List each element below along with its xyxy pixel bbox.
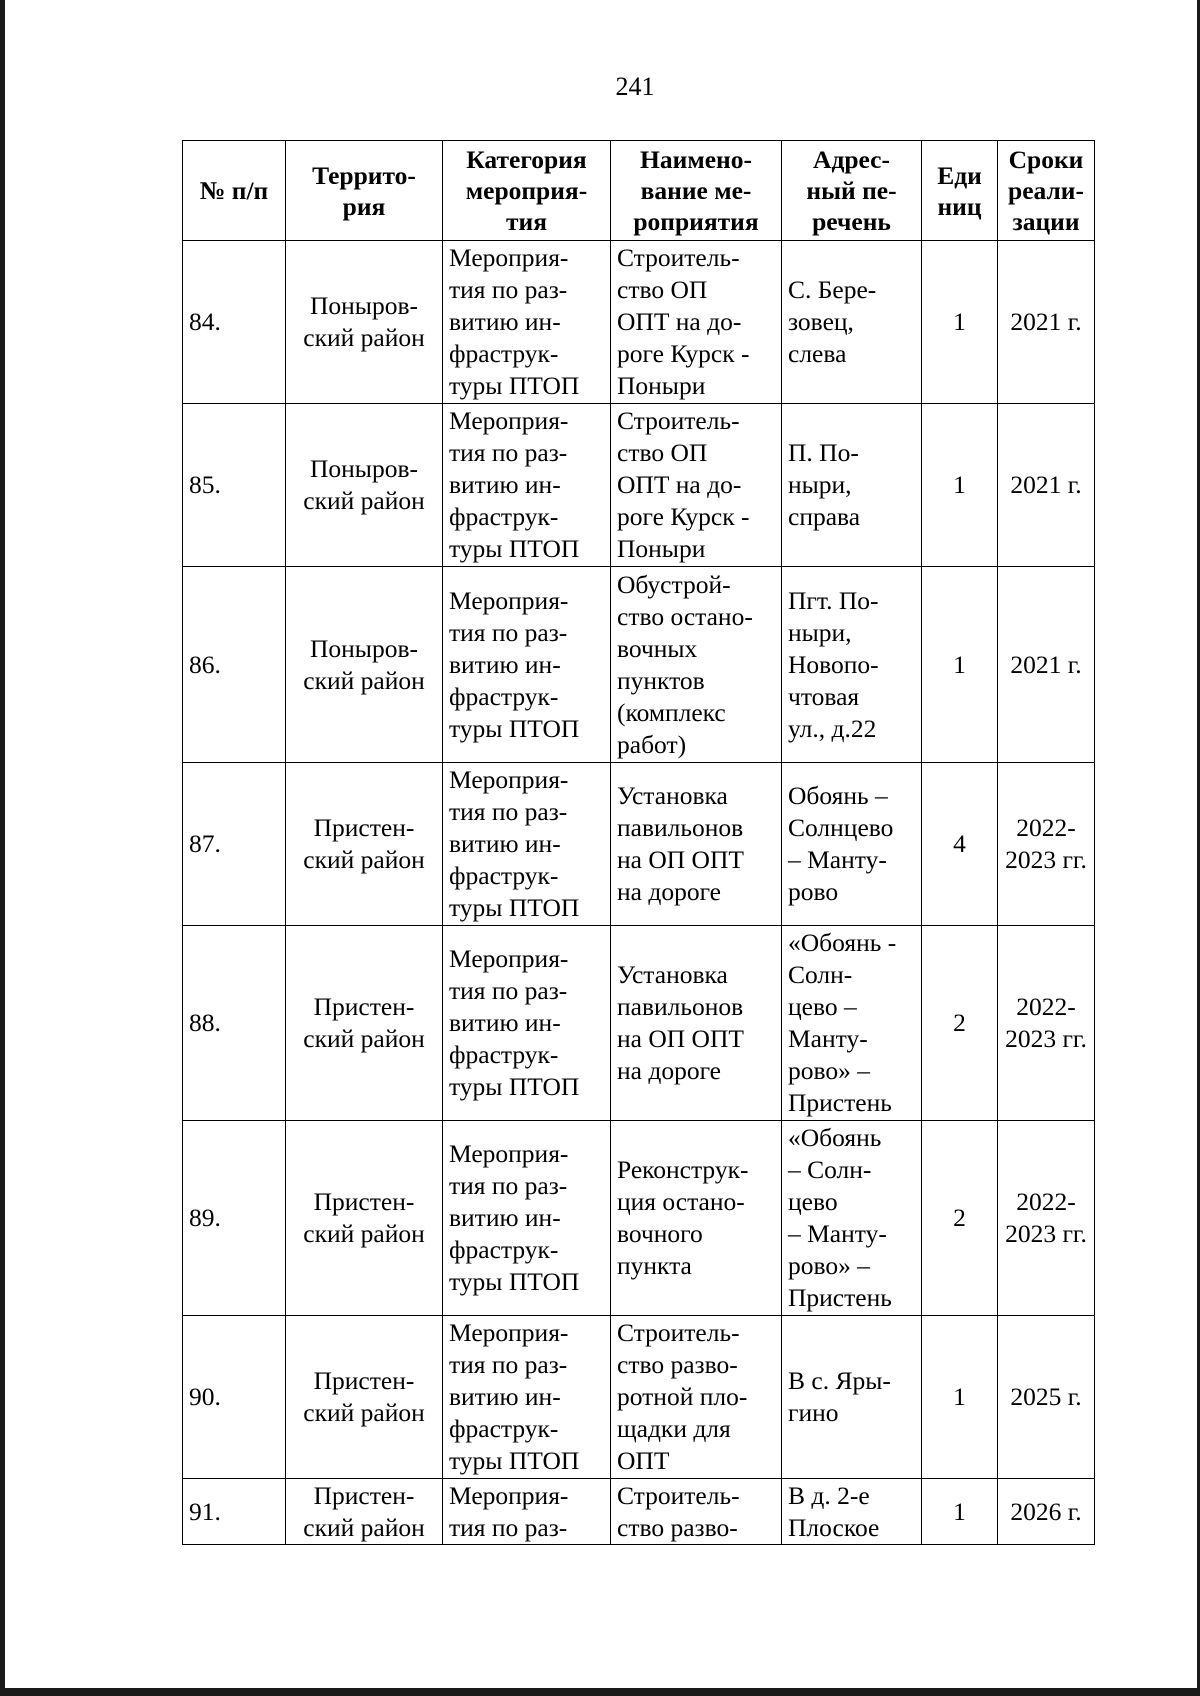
cell-category: Мероприя- тия по раз- витию ин- фраструк- туры ПТОП (443, 241, 611, 404)
scan-border-left (0, 0, 5, 1696)
cell-dates: 2026 г. (998, 1479, 1095, 1545)
cell-territory: Поныров- ский район (286, 567, 443, 763)
cell-event-name: Строитель- ство разво- (611, 1479, 782, 1545)
header-number: № п/п (183, 141, 286, 241)
cell-category: Мероприя- тия по раз- витию ин- фраструк- туры ПТОП (443, 404, 611, 567)
table-row (183, 1479, 1095, 1545)
table-header-row (183, 141, 1095, 241)
header-dates: Сроки реали- зации (998, 141, 1095, 241)
cell-number: 84. (183, 241, 286, 404)
table-row (183, 1121, 1095, 1316)
cell-category: Мероприя- тия по раз- витию ин- фраструк- туры ПТОП (443, 926, 611, 1121)
cell-territory: Пристен- ский район (286, 1316, 443, 1479)
cell-address: Обоянь – Солнцево – Манту- рово (782, 763, 922, 926)
cell-event-name: Строитель- ство ОП ОПТ на до- роге Курск - Поныри (611, 404, 782, 567)
cell-address: П. По- ныри, справа (782, 404, 922, 567)
cell-units: 1 (922, 241, 998, 404)
cell-territory: Пристен- ский район (286, 1479, 443, 1545)
cell-territory: Пристен- ский район (286, 1121, 443, 1316)
table-row (183, 926, 1095, 1121)
cell-address: Пгт. По- ныри, Новопо- чтовая ул., д.22 (782, 567, 922, 763)
cell-event-name: Обустрой- ство остано- вочных пунктов (комплекс работ) (611, 567, 782, 763)
cell-address: «Обоянь – Солн- цево – Манту- рово» – Пристень (782, 1121, 922, 1316)
header-event-name: Наимено- вание ме- роприятия (611, 141, 782, 241)
cell-number: 85. (183, 404, 286, 567)
cell-number: 87. (183, 763, 286, 926)
table-row (183, 763, 1095, 926)
cell-dates: 2022- 2023 гг. (998, 1121, 1095, 1316)
header-units: Еди ниц (922, 141, 998, 241)
cell-number: 88. (183, 926, 286, 1121)
cell-dates: 2021 г. (998, 241, 1095, 404)
scan-border-bottom (0, 1688, 1200, 1696)
header-category: Категория мероприя- тия (443, 141, 611, 241)
cell-territory: Пристен- ский район (286, 926, 443, 1121)
cell-address: В д. 2-е Плоское (782, 1479, 922, 1545)
cell-number: 91. (183, 1479, 286, 1545)
cell-dates: 2022- 2023 гг. (998, 926, 1095, 1121)
cell-category: Мероприя- тия по раз- витию ин- фраструк- туры ПТОП (443, 567, 611, 763)
cell-territory: Поныров- ский район (286, 241, 443, 404)
table-row (183, 241, 1095, 404)
cell-number: 89. (183, 1121, 286, 1316)
cell-address: «Обоянь - Солн- цево – Манту- рово» – Пристень (782, 926, 922, 1121)
cell-dates: 2021 г. (998, 404, 1095, 567)
cell-units: 1 (922, 1479, 998, 1545)
cell-event-name: Реконструк- ция остано- вочного пункта (611, 1121, 782, 1316)
events-table (182, 140, 1095, 1545)
cell-number: 90. (183, 1316, 286, 1479)
header-address: Адрес- ный пе- речень (782, 141, 922, 241)
cell-dates: 2022- 2023 гг. (998, 763, 1095, 926)
cell-units: 1 (922, 1316, 998, 1479)
cell-units: 2 (922, 1121, 998, 1316)
cell-number: 86. (183, 567, 286, 763)
cell-units: 1 (922, 404, 998, 567)
table-row (183, 1316, 1095, 1479)
cell-category: Мероприя- тия по раз- витию ин- фраструк- туры ПТОП (443, 763, 611, 926)
cell-category: Мероприя- тия по раз- витию ин- фраструк- туры ПТОП (443, 1121, 611, 1316)
table-row (183, 567, 1095, 763)
cell-address: В с. Яры- гино (782, 1316, 922, 1479)
cell-units: 4 (922, 763, 998, 926)
cell-territory: Пристен- ский район (286, 763, 443, 926)
cell-event-name: Строитель- ство разво- ротной пло- щадки для ОПТ (611, 1316, 782, 1479)
cell-category: Мероприя- тия по раз- (443, 1479, 611, 1545)
cell-dates: 2021 г. (998, 567, 1095, 763)
page-number: 241 (615, 72, 655, 101)
cell-units: 2 (922, 926, 998, 1121)
cell-event-name: Строитель- ство ОП ОПТ на до- роге Курск - Поныри (611, 241, 782, 404)
cell-category: Мероприя- тия по раз- витию ин- фраструк- туры ПТОП (443, 1316, 611, 1479)
cell-territory: Поныров- ский район (286, 404, 443, 567)
table-row (183, 404, 1095, 567)
cell-event-name: Установка павильонов на ОП ОПТ на дороге (611, 763, 782, 926)
cell-units: 1 (922, 567, 998, 763)
cell-event-name: Установка павильонов на ОП ОПТ на дороге (611, 926, 782, 1121)
cell-address: С. Бере- зовец, слева (782, 241, 922, 404)
cell-dates: 2025 г. (998, 1316, 1095, 1479)
header-territory: Террито- рия (286, 141, 443, 241)
